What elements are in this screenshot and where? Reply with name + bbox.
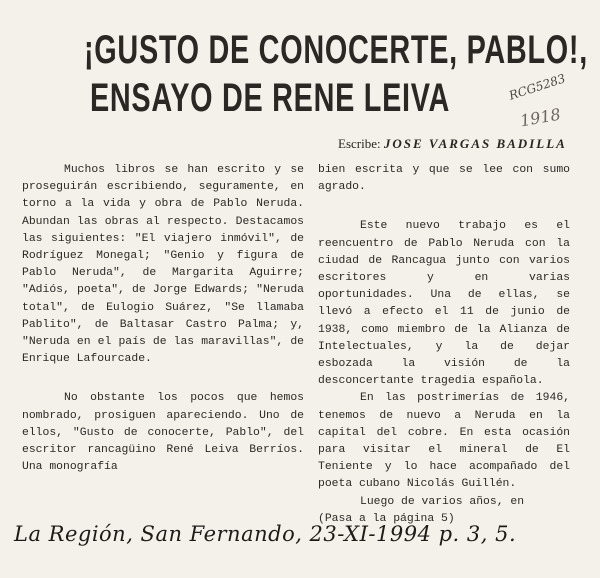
- byline: [338, 136, 567, 152]
- headline-line-1: ¡GUSTO DE CONOCERTE, PABLO!,: [83, 28, 588, 72]
- headline-line-2: ENSAYO DE RENE LEIVA: [89, 76, 451, 120]
- paragraph: bien escrita y que se lee con sumo agrado.: [318, 164, 570, 194]
- handwritten-code: RCG5283: [507, 71, 568, 103]
- paragraph: Muchos libros se han escrito y se proseguirán escribiendo, seguramente, en torno a la vida y obra de Pablo Neruda. Abundan las obras al respecto. Destacamos las siguientes: "El viajero inmóvil", de Rodríguez Monegal; "Genio y figura de Pablo Neruda", de Margarita Aguirre; "Adiós, poeta", de Jorge Edwards; "Neruda total", de Eulogio Suárez, "Se llamaba Pablito", de Baltasar Castro Palma; y, "Neruda en el país de las maravillas", de Enrique Lafourcade.: [22, 164, 304, 366]
- paragraph: En las postrimerías de 1946, tenemos de nuevo a Neruda en la capital del cobre. En esta ocasión para visitar el mineral de El Teniente y lo hace acompañado del poeta cubano Nicolás Guillén.: [318, 392, 570, 491]
- right-column: [318, 162, 570, 528]
- paragraph: No obstante los pocos que hemos nombrado, prosiguen apareciendo. Uno de ellos, "Gusto de conocerte, Pablo", del escritor rancagüino René Leiva Berríos. Una monografía: [22, 392, 304, 474]
- left-column: [22, 162, 304, 476]
- byline-author: JOSE VARGAS BADILLA: [383, 136, 567, 151]
- handwritten-year: 1918: [518, 104, 563, 131]
- paragraph: Luego de varios años, en: [360, 495, 525, 508]
- paragraph: Este nuevo trabajo es el reencuentro de Pablo Neruda con la ciudad de Rancagua junto con varios escritores y en varias oportunidades. Una de ellas, se llevó a efecto el 11 de junio de 1938, como miembro de la Alianza de Intelectuales, y la de dejar esbozada la visión de la desconcertante tragedia española.: [318, 220, 570, 388]
- byline-prefix: Escribe:: [338, 136, 381, 151]
- handwritten-source-note: La Región, San Fernando, 23-XI-1994 p. 3, 5.: [14, 522, 517, 546]
- continued-note: (Pasa a la página 5): [318, 512, 455, 525]
